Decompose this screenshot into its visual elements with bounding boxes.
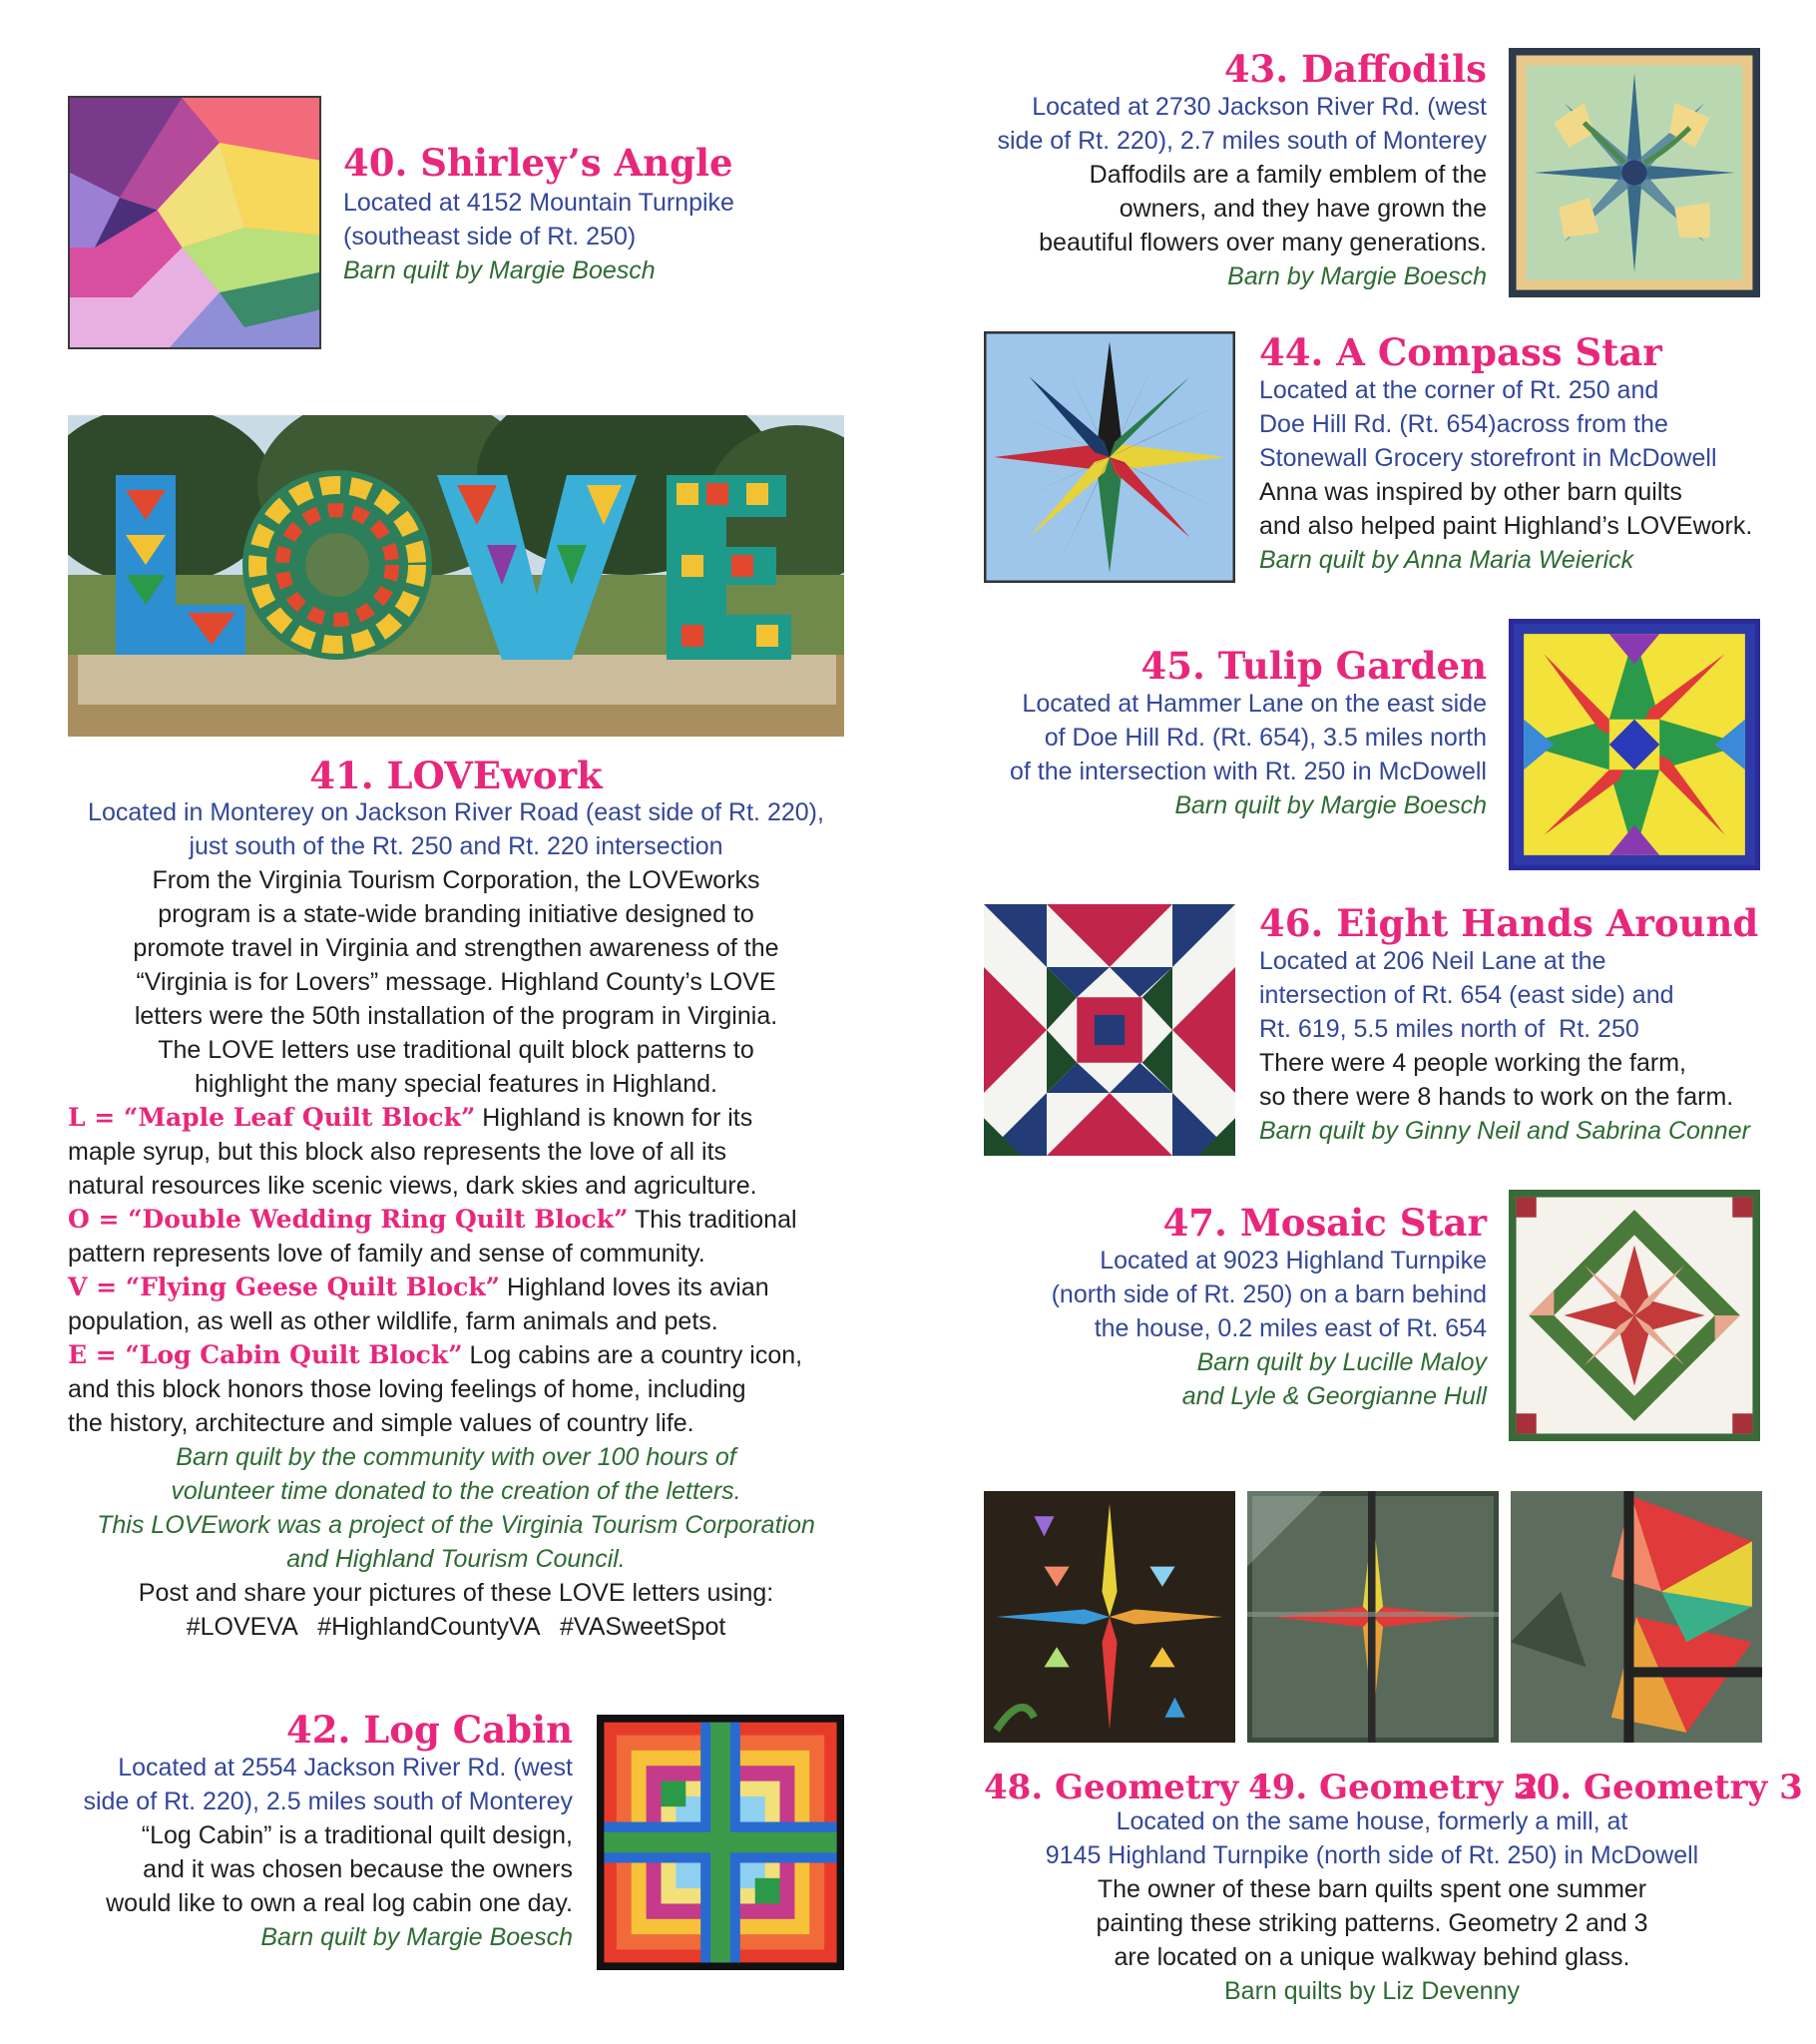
quilt-46-location-line-1: Located at 206 Neil Lane at the bbox=[1259, 947, 1606, 975]
quilt-42-description-line-1: “Log Cabin” is a traditional quilt design, bbox=[141, 1821, 573, 1849]
intro-line: The LOVE letters use traditional quilt block patterns to bbox=[158, 1036, 754, 1064]
lovework-credits bbox=[48, 1440, 864, 1576]
letter-l-text: natural resources like scenic views, dark skies and agriculture. bbox=[68, 1172, 757, 1200]
quilt-42-description-line-3: would like to own a real log cabin one day. bbox=[106, 1889, 573, 1917]
quilt-47-credit-line-2: and Lyle & Georgianne Hull bbox=[1181, 1382, 1487, 1410]
quilt-46-title: 46. Eight Hands Around bbox=[1259, 901, 1759, 945]
letter-v-key: V = “Flying Geese Quilt Block” bbox=[68, 1273, 501, 1301]
letter-l-key: L = “Maple Leaf Quilt Block” bbox=[68, 1103, 476, 1132]
quilt-49-title: 49. Geometry 2 bbox=[1248, 1768, 1539, 1807]
geometry-2-quilt-image bbox=[1247, 1491, 1499, 1743]
quilt-44-location-line-1: Located at the corner of Rt. 250 and bbox=[1259, 376, 1659, 404]
quilts-48-50-description-line-3: are located on a unique walkway behind glass. bbox=[1114, 1943, 1630, 1971]
quilt-43-description-line-1: Daffodils are a family emblem of the bbox=[1089, 161, 1487, 189]
intro-line: letters were the 50th installation of the program in Virginia. bbox=[134, 1002, 778, 1030]
quilt-44-location-line-2: Doe Hill Rd. (Rt. 654)across from the bbox=[1259, 410, 1668, 438]
lovework-letters-photo bbox=[68, 415, 844, 737]
quilt-47-location-line-1: Located at 9023 Highland Turnpike bbox=[1100, 1247, 1487, 1275]
quilt-40-title: 40. Shirley’s Angle bbox=[343, 141, 733, 185]
lovework-hashtags: #LOVEVA #HighlandCountyVA #VASweetSpot bbox=[186, 1613, 726, 1641]
letter-e-text: Log cabins are a country icon, bbox=[462, 1341, 803, 1369]
letter-e-text: and this block honors those loving feelings of home, including bbox=[68, 1375, 746, 1403]
letter-l-text: maple syrup, but this block also represents the love of all its bbox=[68, 1138, 727, 1166]
letter-e-text: the history, architecture and simple values of country life. bbox=[68, 1409, 694, 1437]
log-cabin-quilt-image bbox=[597, 1715, 844, 1970]
quilt-43-description-line-2: owners, and they have grown the bbox=[1119, 195, 1487, 223]
quilt-44-title: 44. A Compass Star bbox=[1259, 330, 1662, 374]
quilt-46-credit: Barn quilt by Ginny Neil and Sabrina Conner bbox=[1259, 1117, 1750, 1145]
quilt-44-description-line-1: Anna was inspired by other barn quilts bbox=[1259, 478, 1682, 506]
letter-o-text: pattern represents love of family and sense of community. bbox=[68, 1240, 705, 1268]
quilt-45-credit: Barn quilt by Margie Boesch bbox=[1174, 791, 1487, 819]
quilt-41-title: 41. LOVEwork bbox=[309, 754, 603, 797]
quilt-47-location-line-2: (north side of Rt. 250) on a barn behind bbox=[1051, 1280, 1487, 1308]
quilt-42-title: 42. Log Cabin bbox=[286, 1708, 573, 1752]
quilt-45-location-line-3: of the intersection with Rt. 250 in McDowell bbox=[1010, 758, 1487, 785]
letter-o-key: O = “Double Wedding Ring Quilt Block” bbox=[68, 1205, 629, 1234]
quilt-46-description-line-1: There were 4 people working the farm, bbox=[1259, 1049, 1686, 1077]
geometry-3-quilt-image bbox=[1511, 1491, 1762, 1743]
daffodils-quilt-image bbox=[1509, 48, 1760, 297]
quilt-40-location-line-1: Located at 4152 Mountain Turnpike bbox=[343, 189, 734, 217]
quilt-47-title: 47. Mosaic Star bbox=[1162, 1201, 1487, 1245]
quilt-50-title: 50. Geometry 3 bbox=[1513, 1768, 1803, 1807]
mosaic-star-quilt-image bbox=[1509, 1190, 1760, 1441]
geometry-1-quilt-image bbox=[984, 1491, 1235, 1743]
quilt-46-description-line-2: so there were 8 hands to work on the farm. bbox=[1259, 1083, 1734, 1111]
eight-hands-around-quilt-image bbox=[984, 904, 1235, 1156]
lovework-intro-paragraph bbox=[48, 863, 864, 1101]
quilt-42-location-line-1: Located at 2554 Jackson River Rd. (west bbox=[118, 1754, 573, 1782]
quilt-41-location-line-2: just south of the Rt. 250 and Rt. 220 intersection bbox=[189, 832, 723, 860]
quilt-46-location-line-2: intersection of Rt. 654 (east side) and bbox=[1259, 981, 1674, 1009]
quilt-44-location-line-3: Stonewall Grocery storefront in McDowell bbox=[1259, 444, 1717, 472]
quilts-48-50-description-line-2: painting these striking patterns. Geometry 2 and 3 bbox=[1096, 1909, 1648, 1937]
letter-v-text: Highland loves its avian bbox=[500, 1274, 769, 1301]
lovework-letter-descriptions bbox=[68, 1101, 866, 1440]
lovework-share-line: Post and share your pictures of these LOVE letters using: bbox=[138, 1579, 774, 1607]
quilt-44-description-line-2: and also helped paint Highland’s LOVEwork. bbox=[1259, 512, 1753, 540]
quilt-41-location-line-1: Located in Monterey on Jackson River Road (east side of Rt. 220), bbox=[88, 798, 824, 826]
quilt-45-title: 45. Tulip Garden bbox=[1140, 644, 1487, 688]
quilt-43-location-line-2: side of Rt. 220), 2.7 miles south of Monterey bbox=[997, 127, 1487, 155]
quilt-40-credit: Barn quilt by Margie Boesch bbox=[343, 256, 656, 284]
intro-line: promote travel in Virginia and strengthen awareness of the bbox=[133, 934, 779, 962]
letter-l-text: Highland is known for its bbox=[475, 1104, 753, 1132]
quilts-48-50-location-line-2: 9145 Highland Turnpike (north side of Rt. 250) in McDowell bbox=[1045, 1841, 1699, 1869]
letter-o-text: This traditional bbox=[628, 1206, 797, 1234]
quilt-43-location-line-1: Located at 2730 Jackson River Rd. (west bbox=[1032, 93, 1487, 121]
intro-line: program is a state-wide branding initiative designed to bbox=[158, 900, 754, 928]
quilt-46-location-line-3: Rt. 619, 5.5 miles north of Rt. 250 bbox=[1259, 1015, 1639, 1043]
quilt-42-description-line-2: and it was chosen because the owners bbox=[143, 1855, 573, 1883]
quilts-48-50-location-line-1: Located on the same house, formerly a mill, at bbox=[1116, 1807, 1628, 1835]
quilt-47-credit-line-1: Barn quilt by Lucille Maloy bbox=[1196, 1348, 1487, 1376]
quilt-47-location-line-3: the house, 0.2 miles east of Rt. 654 bbox=[1094, 1314, 1487, 1342]
quilt-43-description-line-3: beautiful flowers over many generations. bbox=[1039, 229, 1487, 256]
credit-line: and Highland Tourism Council. bbox=[286, 1545, 626, 1573]
quilts-48-50-description-line-1: The owner of these barn quilts spent one summer bbox=[1097, 1875, 1647, 1903]
quilt-43-title: 43. Daffodils bbox=[1223, 47, 1487, 91]
tulip-garden-quilt-image bbox=[1509, 619, 1760, 870]
credit-line: volunteer time donated to the creation of the letters. bbox=[171, 1477, 741, 1505]
quilt-43-credit: Barn by Margie Boesch bbox=[1227, 262, 1487, 290]
quilt-44-credit: Barn quilt by Anna Maria Weierick bbox=[1259, 546, 1634, 574]
quilt-48-title: 48. Geometry 1 bbox=[984, 1768, 1274, 1807]
intro-line: “Virginia is for Lovers” message. Highland County’s LOVE bbox=[136, 968, 776, 996]
quilt-42-location-line-2: side of Rt. 220), 2.5 miles south of Monterey bbox=[83, 1788, 573, 1815]
letter-v-text: population, as well as other wildlife, farm animals and pets. bbox=[68, 1307, 718, 1335]
credit-line: Barn quilt by the community with over 100 hours of bbox=[176, 1443, 736, 1471]
quilt-40-location-line-2: (southeast side of Rt. 250) bbox=[343, 223, 637, 251]
credit-line: This LOVEwork was a project of the Virginia Tourism Corporation bbox=[97, 1511, 815, 1539]
intro-line: From the Virginia Tourism Corporation, the LOVEworks bbox=[152, 866, 760, 894]
intro-line: highlight the many special features in Highland. bbox=[195, 1070, 717, 1098]
quilt-45-location-line-1: Located at Hammer Lane on the east side bbox=[1022, 690, 1487, 718]
compass-star-quilt-image bbox=[984, 331, 1235, 583]
quilt-45-location-line-2: of Doe Hill Rd. (Rt. 654), 3.5 miles north bbox=[1044, 724, 1487, 752]
letter-e-key: E = “Log Cabin Quilt Block” bbox=[68, 1340, 463, 1369]
quilt-42-credit: Barn quilt by Margie Boesch bbox=[260, 1923, 573, 1951]
quilts-48-50-credit: Barn quilts by Liz Devenny bbox=[1224, 1977, 1520, 2005]
shirleys-angle-quilt-image bbox=[68, 96, 321, 349]
